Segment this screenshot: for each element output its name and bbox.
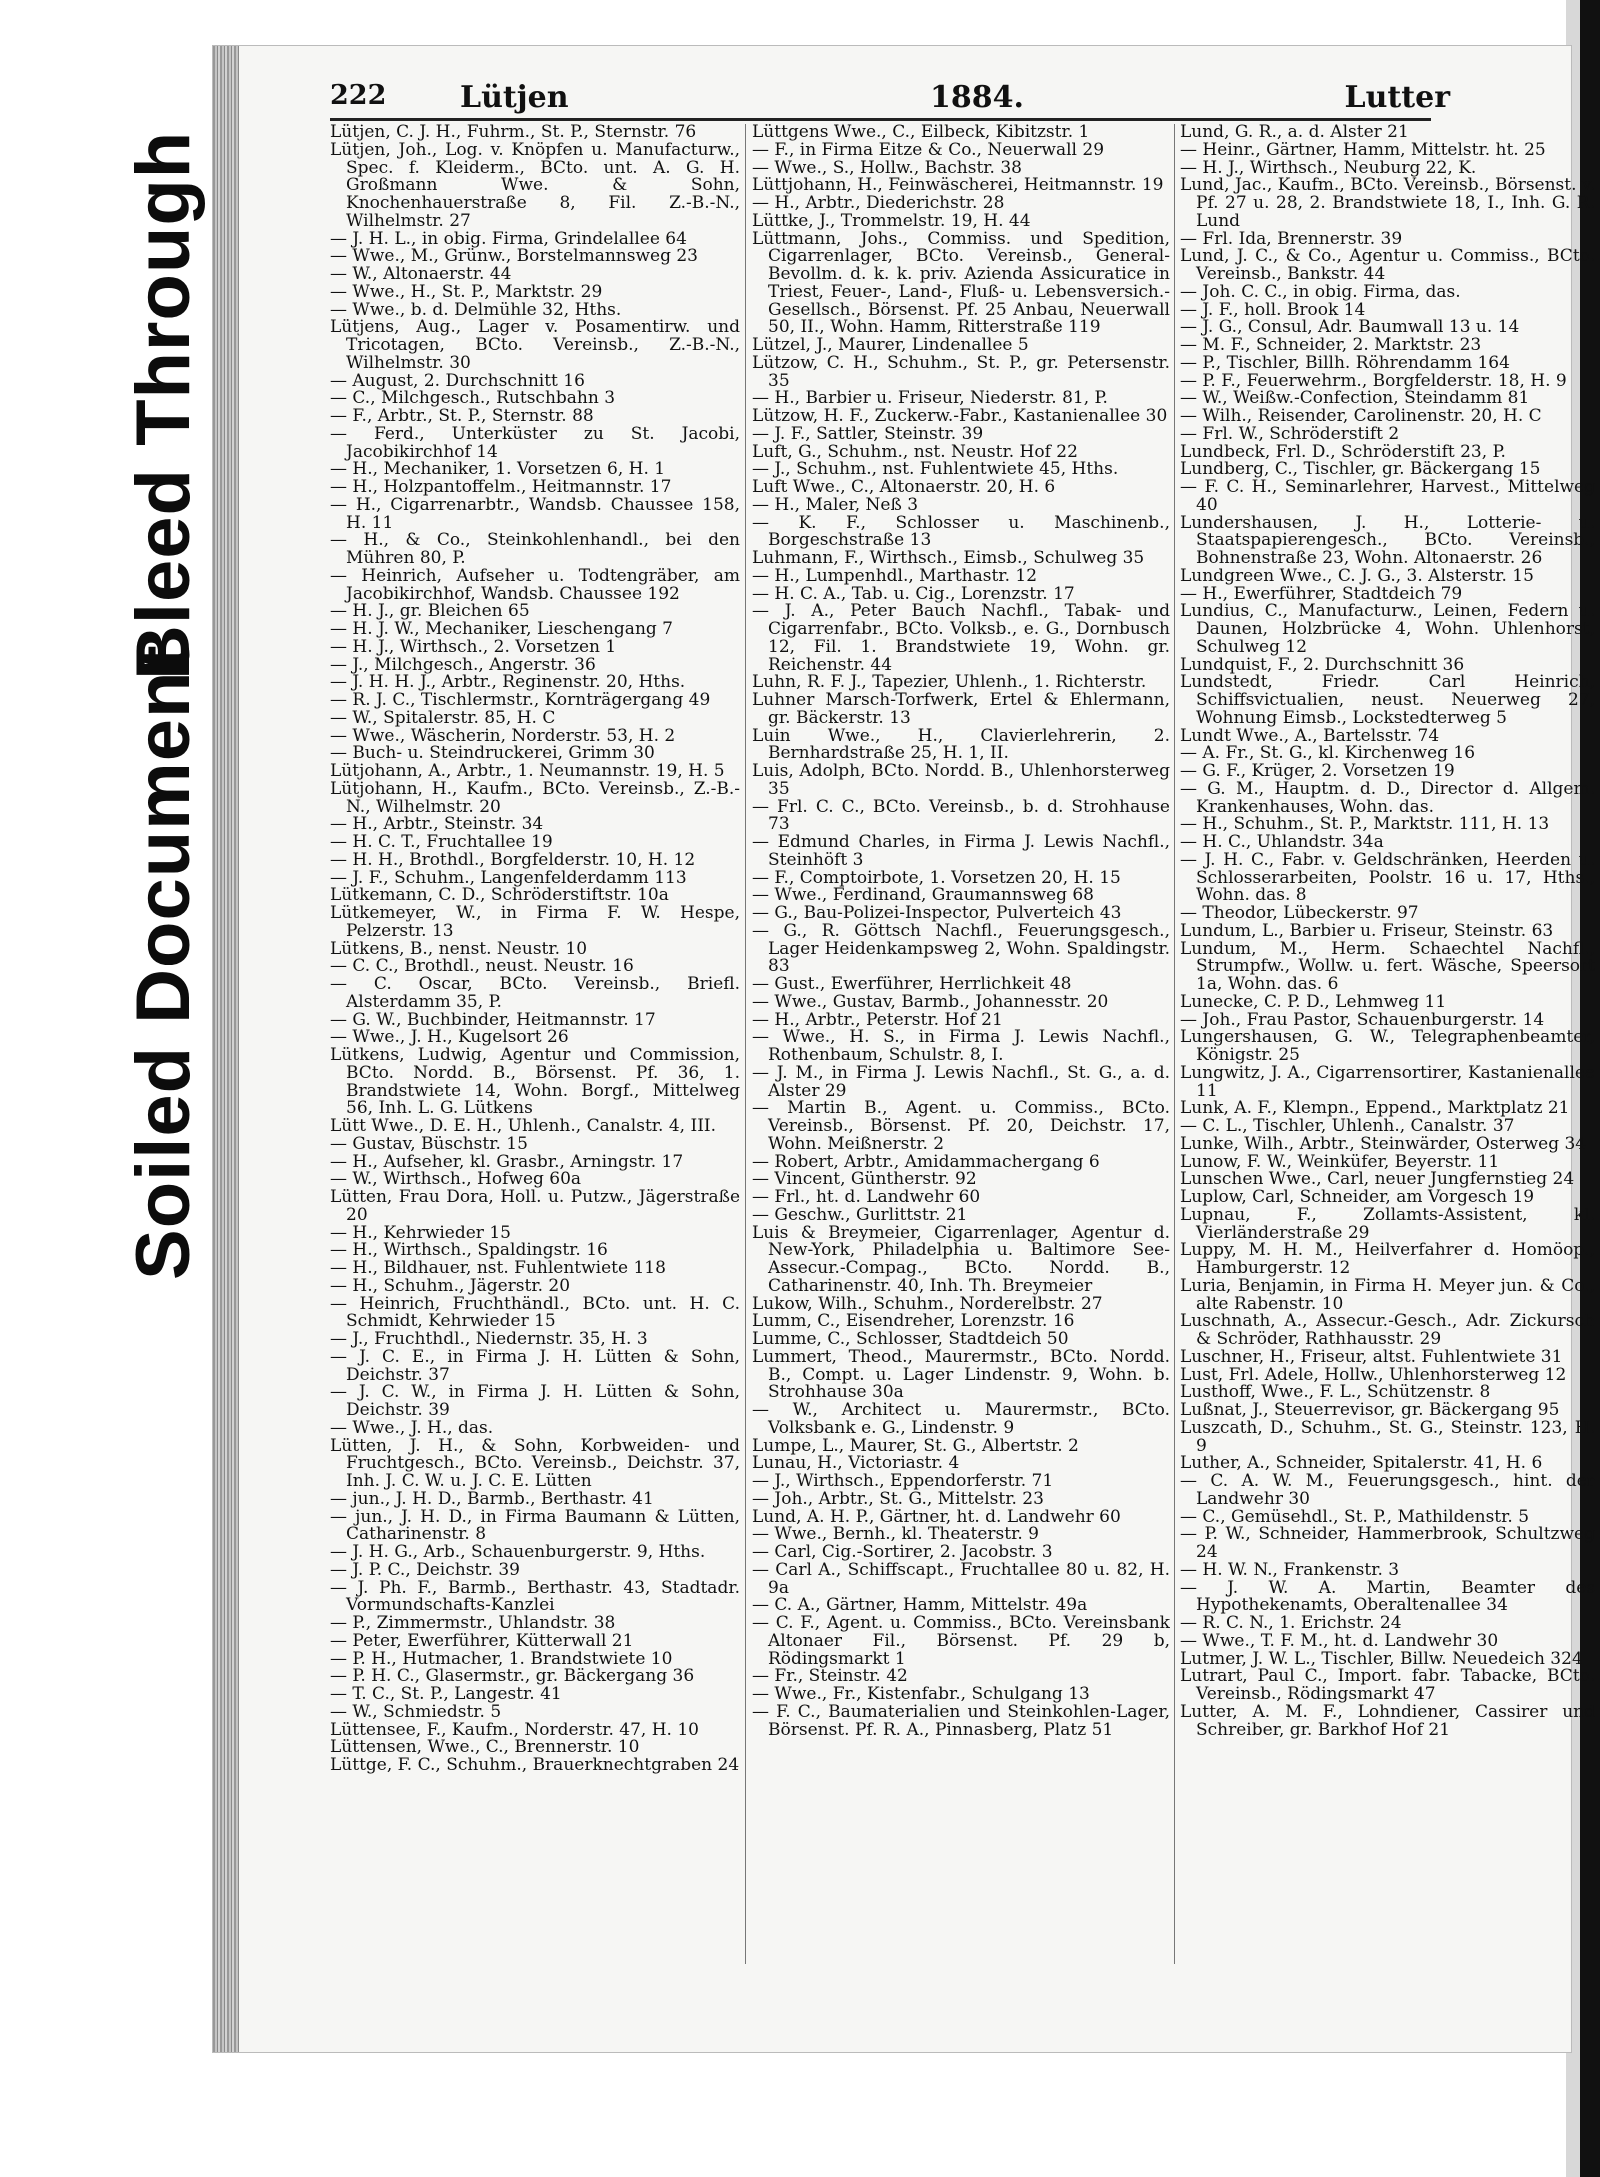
directory-entry: Luria, Benjamin, in Firma H. Meyer jun. & Co., alte Rabenstr. 10 [1180, 1275, 1595, 1314]
directory-entry: — F., Comptoirbote, 1. Vorsetzen 20, H. 15 [752, 867, 1121, 888]
directory-entry: — H., Bildhauer, nst. Fuhlentwiete 118 [330, 1258, 666, 1278]
directory-entry: Lust, Frl. Adele, Hollw., Uhlenhorsterweg 12 [1180, 1364, 1567, 1385]
directory-entry: — H., Arbtr., Diederichstr. 28 [752, 193, 1005, 213]
directory-entry: — C., Gemüsehdl., St. P., Mathildenstr. 5 [1180, 1506, 1530, 1527]
directory-entry: Lumme, C., Schlosser, Stadtdeich 50 [752, 1329, 1069, 1349]
directory-entry: Lütkens, Ludwig, Agentur und Commission, BCto. Nordd. B., Börsenst. Pf. 36, 1. Brandstwiete 14, Wohn. Borgf., Mittelweg 56, Inh. L. G. Lütkens [330, 1045, 740, 1119]
directory-entry: — Geschw., Gurlittstr. 21 [752, 1204, 968, 1225]
directory-entry: — H., Wirthsch., Spaldingstr. 16 [330, 1240, 608, 1261]
directory-entry: — H. C. A., Tab. u. Cig., Lorenzstr. 17 [752, 583, 1075, 604]
directory-entry: — Wwe., Bernh., kl. Theaterstr. 9 [752, 1524, 1039, 1545]
directory-entry: Lunke, Wilh., Arbtr., Steinwärder, Osterweg 34 [1180, 1133, 1587, 1154]
directory-entry: Lußnat, J., Steuerrevisor, gr. Bäckergang 95 [1180, 1400, 1560, 1420]
directory-entry: — C. C., Brothdl., neust. Neustr. 16 [330, 956, 634, 977]
directory-entry: Lütkemeyer, W., in Firma F. W. Hespe, Pelzerstr. 13 [330, 903, 740, 941]
directory-entry: Lundbeck, Frl. D., Schröderstift 23, P. [1180, 441, 1506, 462]
directory-entry: — J. H. G., Arb., Schauenburgerstr. 9, Hths. [330, 1542, 706, 1562]
directory-entry: Lund, J. C., & Co., Agentur u. Commiss., BCto. Vereinsb., Bankstr. 44 [1180, 246, 1595, 284]
directory-entry: Lundquist, F., 2. Durchschnitt 36 [1180, 654, 1465, 675]
directory-entry: — W., Wirthsch., Hofweg 60a [330, 1169, 582, 1190]
column-3 [1180, 124, 1595, 1964]
directory-entry: — K. F., Schlosser u. Maschinenb., Borgeschstraße 13 [752, 512, 1170, 551]
page-header [330, 80, 1450, 120]
directory-entry: Lungwitz, J. A., Cigarrensortirer, Kastanienallee 11 [1180, 1062, 1595, 1101]
directory-entry: — H. W. N., Frankenstr. 3 [1180, 1559, 1400, 1580]
directory-entry: — H., & Co., Steinkohlenhandl., bei den Mühren 80, P. [330, 530, 740, 568]
directory-entry: Lützow, C. H., Schuhm., St. P., gr. Petersenstr. 35 [752, 352, 1170, 391]
directory-entry: — Wwe., J. H., Kugelsort 26 [330, 1027, 569, 1048]
directory-entry: Lütkemann, C. D., Schröderstiftstr. 10a [330, 885, 669, 906]
directory-entry: — Heinr., Gärtner, Hamm, Mittelstr. ht. 25 [1180, 139, 1546, 160]
directory-entry: — M. F., Schneider, 2. Marktstr. 23 [1180, 335, 1482, 355]
directory-entry: — Wwe., Fr., Kistenfabr., Schulgang 13 [752, 1684, 1090, 1704]
directory-entry: Lundt Wwe., A., Bartelsstr. 74 [1180, 725, 1440, 746]
directory-entry: — Wilh., Reisender, Carolinenstr. 20, H. C [1180, 406, 1542, 426]
directory-entry: — Vincent, Güntherstr. 92 [752, 1169, 977, 1190]
directory-entry: — G., Bau-Polizei-Inspector, Pulverteich 43 [752, 903, 1122, 923]
directory-entry: — J. A., Peter Bauch Nachfl., Tabak- und Cigarrenfabr., BCto. Volksb., e. G., Dornbusch 12, Fil. 1. Brandstwiete 19, Wohn. gr. Reichenstr. 44 [752, 601, 1170, 675]
directory-entry: Lüttensee, F., Kaufm., Norderstr. 47, H. 10 [330, 1719, 699, 1740]
directory-entry: — J. G., Consul, Adr. Baumwall 13 u. 14 [1180, 317, 1520, 338]
directory-entry: — Frl. Ida, Brennerstr. 39 [1180, 228, 1403, 249]
directory-entry: Luhn, R. F. J., Tapezier, Uhlenh., 1. Richterstr. [752, 672, 1147, 693]
directory-entry: Lundstedt, Friedr. Carl Heinrich, Schiffsvictualien, neust. Neuerweg 27, Wohnung Eimsb., Lockstedterweg 5 [1180, 672, 1595, 728]
directory-entry: — J. H. H. J., Arbtr., Reginenstr. 20, Hths. [330, 672, 686, 693]
directory-entry: — G. M., Hauptm. d. D., Director d. Allgem. Krankenhauses, Wohn. das. [1180, 778, 1595, 817]
directory-entry: — Ferd., Unterküster zu St. Jacobi, Jacobikirchhof 14 [330, 423, 740, 462]
column-1 [330, 124, 740, 1964]
directory-entry: Lutrart, Paul C., Import. fabr. Tabacke, BCto. Vereinsb., Rödingsmarkt 47 [1180, 1666, 1595, 1704]
directory-entry: — H., Holzpantoffelm., Heitmannstr. 17 [330, 477, 672, 497]
directory-entry: — P. W., Schneider, Hammerbrook, Schultzweg 24 [1180, 1524, 1595, 1562]
directory-entry: — jun., J. H. D., in Firma Baumann & Lütten, Catharinenstr. 8 [330, 1506, 740, 1545]
directory-entry: Lungershausen, G. W., Telegraphenbeamter, Königstr. 25 [1180, 1027, 1595, 1065]
directory-entry: — Wwe., H. S., in Firma J. Lewis Nachfl., Rothenbaum, Schulstr. 8, I. [752, 1027, 1170, 1065]
directory-entry: — A. Fr., St. G., kl. Kirchenweg 16 [1180, 743, 1476, 764]
directory-entry: — Gust., Ewerführer, Herrlichkeit 48 [752, 974, 1072, 994]
column-2 [752, 124, 1170, 1964]
directory-entry: Lumpe, L., Maurer, St. G., Albertstr. 2 [752, 1435, 1079, 1456]
directory-entry: Luft, G., Schuhm., nst. Neustr. Hof 22 [752, 441, 1078, 462]
directory-entry: — F. C., Baumaterialien und Steinkohlen-Lager, Börsenst. Pf. R. A., Pinnasberg, Platz 51 [752, 1701, 1170, 1740]
directory-entry: Lützow, H. F., Zuckerw.-Fabr., Kastanienallee 30 [752, 406, 1168, 426]
directory-entry: Lundershausen, J. H., Lotterie- u. Staatspapierengesch., BCto. Vereinsb., Bohnenstraße 23, Wohn. Altonaerstr. 26 [1180, 512, 1595, 568]
directory-entry: — H., Ewerführer, Stadtdeich 79 [1180, 583, 1463, 604]
right-running-head: Lutter [1344, 80, 1450, 115]
directory-entry: Luther, A., Schneider, Spitalerstr. 41, H. 6 [1180, 1453, 1543, 1474]
directory-entry: Luschner, H., Friseur, altst. Fuhlentwiete 31 [1180, 1346, 1563, 1367]
directory-entry: — Wwe., M., Grünw., Borstelmannsweg 23 [330, 246, 698, 267]
directory-entry: — Wwe., H., St. P., Marktstr. 29 [330, 281, 603, 302]
directory-entry: — H., Lumpenhdl., Marthastr. 12 [752, 565, 1038, 586]
directory-entry: Lund, A. H. P., Gärtner, ht. d. Landwehr 60 [752, 1506, 1121, 1527]
directory-entry: — Joh. C. C., in obig. Firma, das. [1180, 281, 1461, 302]
directory-entry: Lund, G. R., a. d. Alster 21 [1180, 124, 1409, 142]
directory-entry: — W., Altonaerstr. 44 [330, 264, 512, 284]
directory-entry: — J., Milchgesch., Angerstr. 36 [330, 654, 596, 675]
directory-entry: — Joh., Arbtr., St. G., Mittelstr. 23 [752, 1488, 1044, 1509]
directory-entry: Lütt Wwe., D. E. H., Uhlenh., Canalstr. 4, III. [330, 1116, 717, 1136]
directory-entry: — R. J. C., Tischlermstr., Kornträgergang 49 [330, 690, 711, 710]
directory-entry: Lütjohann, A., Arbtr., 1. Neumannstr. 19, H. 5 [330, 761, 725, 781]
directory-entry: — Martin B., Agent. u. Commiss., BCto. Vereinsb., Börsenst. Pf. 20, Deichstr. 17, Wohn. Meißnerstr. 2 [752, 1098, 1170, 1154]
directory-entry: Lütjen, C. J. H., Fuhrm., St. P., Sternstr. 76 [330, 124, 697, 142]
directory-entry: — J. M., in Firma J. Lewis Nachfl., St. G., a. d. Alster 29 [752, 1062, 1170, 1101]
directory-entry: Lundberg, C., Tischler, gr. Bäckergang 15 [1180, 459, 1541, 480]
directory-entry: — H. J. W., Mechaniker, Lieschengang 7 [330, 619, 673, 639]
directory-entry: — Wwe., Gustav, Barmb., Johannesstr. 20 [752, 991, 1109, 1012]
directory-entry: — G. W., Buchbinder, Heitmannstr. 17 [330, 1009, 656, 1030]
directory-entry: Lüttjohann, H., Feinwäscherei, Heitmannstr. 19 [752, 175, 1164, 196]
directory-entry: — Wwe., Wäscherin, Norderstr. 53, H. 2 [330, 725, 676, 746]
directory-entry: Lundgreen Wwe., C. J. G., 3. Alsterstr. 15 [1180, 565, 1534, 586]
directory-entry: — J., Wirthsch., Eppendorferstr. 71 [752, 1471, 1054, 1491]
directory-entry: — Gustav, Büschstr. 15 [330, 1133, 528, 1154]
directory-entry: Lummert, Theod., Maurermstr., BCto. Nordd. B., Compt. u. Lager Lindenstr. 9, Wohn. b. Strohhause 30a [752, 1346, 1170, 1403]
directory-entry: Lusthoff, Wwe., F. L., Schützenstr. 8 [1180, 1382, 1491, 1403]
directory-entry: — G. F., Krüger, 2. Vorsetzen 19 [1180, 761, 1455, 781]
directory-entry: — Wwe., Ferdinand, Graumannsweg 68 [752, 885, 1094, 906]
directory-entry: — Heinrich, Aufseher u. Todtengräber, am Jacobikirchhof, Wandsb. Chaussee 192 [330, 565, 740, 604]
directory-entry: — Wwe., T. F. M., ht. d. Landwehr 30 [1180, 1630, 1499, 1651]
directory-entry: — J. P. C., Deichstr. 39 [330, 1559, 520, 1580]
directory-entry: — T. C., St. P., Langestr. 41 [330, 1684, 562, 1704]
directory-entry: — F., in Firma Eitze & Co., Neuerwall 29 [752, 139, 1105, 160]
directory-entry: — W., Schmiedstr. 5 [330, 1701, 502, 1722]
directory-entry: — H., Maler, Neß 3 [752, 494, 919, 515]
directory-entry: — August, 2. Durchschnitt 16 [330, 370, 585, 391]
directory-entry: — Wwe., J. H., das. [330, 1417, 494, 1438]
directory-entry: — C. L., Tischler, Uhlenh., Canalstr. 37 [1180, 1116, 1515, 1136]
directory-entry: — P. F., Feuerwehrm., Borgfelderstr. 18, H. 9 [1180, 370, 1567, 391]
directory-entry: Lüttensen, Wwe., C., Brennerstr. 10 [330, 1737, 640, 1758]
directory-entry: Luis & Breymeier, Cigarrenlager, Agentur d. New-York, Philadelphia u. Baltimore See-Assecur.-Compag., BCto. Nordd. B., Catharinenstr. 40, Inh. Th. Breymeier [752, 1222, 1170, 1296]
directory-entry: Lupnau, F., Zollamts-Assistent, kl. Vierländerstraße 29 [1180, 1204, 1595, 1243]
directory-entry: — H. J., gr. Bleichen 65 [330, 601, 530, 622]
directory-entry: Luppy, M. H. M., Heilverfahrer d. Homöop., Hamburgerstr. 12 [1180, 1240, 1595, 1278]
directory-entry: — Buch- u. Steindruckerei, Grimm 30 [330, 743, 655, 764]
directory-entry: — Peter, Ewerführer, Kütterwall 21 [330, 1630, 634, 1651]
directory-entry: — Wwe., S., Hollw., Bachstr. 38 [752, 157, 1022, 178]
directory-entry: — J. C. E., in Firma J. H. Lütten & Sohn, Deichstr. 37 [330, 1346, 740, 1385]
directory-entry: — Frl. W., Schröderstift 2 [1180, 423, 1400, 444]
directory-entry: Lunschen Wwe., Carl, neuer Jungfernstieg 24 [1180, 1169, 1575, 1190]
directory-entry: — P. H., Hutmacher, 1. Brandstwiete 10 [330, 1648, 673, 1669]
directory-entry: Lunow, F. W., Weinküfer, Beyerstr. 11 [1180, 1151, 1500, 1172]
directory-entry: Luschnath, A., Assecur.-Gesch., Adr. Zickursch & Schröder, Rathhausstr. 29 [1180, 1311, 1595, 1349]
directory-entry: — H. J., Wirthsch., 2. Vorsetzen 1 [330, 636, 617, 657]
directory-entry: Lüttke, J., Trommelstr. 19, H. 44 [752, 210, 1031, 231]
directory-entry: — W., Weißw.-Confection, Steindamm 81 [1180, 388, 1530, 409]
directory-entry: Lütten, Frau Dora, Holl. u. Putzw., Jägerstraße 20 [330, 1187, 740, 1225]
directory-entry: — H. C. T., Fruchtallee 19 [330, 832, 553, 852]
directory-entry: — J. H. C., Fabr. v. Geldschränken, Heerden u. Schlosserarbeiten, Poolstr. 16 u. 17, Hths., Wohn. das. 8 [1180, 849, 1595, 906]
directory-entry: — G., R. Göttsch Nachfl., Feuerungsgesch., Lager Heidenkampsweg 2, Wohn. Spaldingstr. 83 [752, 920, 1170, 977]
directory-entry: — J. F., Sattler, Steinstr. 39 [752, 423, 984, 444]
directory-entry: Lunau, H., Victoriastr. 4 [752, 1453, 960, 1474]
page-binding-edge [213, 46, 239, 2052]
directory-entry: — Joh., Frau Pastor, Schauenburgerstr. 14 [1180, 1009, 1545, 1030]
directory-entry: — H., Schuhm., Jägerstr. 20 [330, 1275, 571, 1296]
directory-entry: — Edmund Charles, in Firma J. Lewis Nachfl., Steinhöft 3 [752, 832, 1170, 870]
directory-entry: — C. A., Gärtner, Hamm, Mittelstr. 49a [752, 1595, 1088, 1616]
directory-entry: — H., Arbtr., Peterstr. Hof 21 [752, 1009, 1003, 1030]
directory-entry: Lunecke, C. P. D., Lehmweg 11 [1180, 991, 1447, 1012]
directory-entry: — H., Arbtr., Steinstr. 34 [330, 814, 544, 835]
directory-entry: Luis, Adolph, BCto. Nordd. B., Uhlenhorsterweg 35 [752, 761, 1170, 799]
directory-entry: — Fr., Steinstr. 42 [752, 1666, 908, 1687]
directory-entry: Lütjohann, H., Kaufm., BCto. Vereinsb., Z.-B.-N., Wilhelmstr. 20 [330, 778, 740, 817]
directory-entry: — P., Zimmermstr., Uhlandstr. 38 [330, 1613, 616, 1633]
directory-entry: — P. H. C., Glasermstr., gr. Bäckergang 36 [330, 1666, 695, 1687]
directory-entry: Lütkens, B., nenst. Neustr. 10 [330, 938, 588, 959]
directory-entry: — Robert, Arbtr., Amidammachergang 6 [752, 1151, 1100, 1172]
directory-entry: Lund, Jac., Kaufm., BCto. Vereinsb., Börsenst. v. Pf. 27 u. 28, 2. Brandstwiete 18, I., Inh. G. R. Lund [1180, 175, 1595, 231]
directory-entry: — Frl., ht. d. Landwehr 60 [752, 1187, 981, 1207]
directory-entry: Luin Wwe., H., Clavierlehrerin, 2. Bernhardstraße 25, H. 1, II. [752, 725, 1170, 764]
directory-entry: — Carl A., Schiffscapt., Fruchtallee 80 u. 82, H. 9a [752, 1559, 1170, 1598]
column-divider [1174, 124, 1175, 1964]
directory-entry: — W., Spitalerstr. 85, H. C [330, 707, 556, 728]
directory-entry: — Frl. C. C., BCto. Vereinsb., b. d. Strohhause 73 [752, 796, 1170, 835]
directory-entry: — J. H. L., in obig. Firma, Grindelallee 64 [330, 228, 687, 249]
directory-entry: — Wwe., b. d. Delmühle 32, Hths. [330, 299, 622, 320]
directory-entry: — C., Milchgesch., Rutschbahn 3 [330, 388, 616, 409]
directory-entry: Lüttge, F. C., Schuhm., Brauerknechtgraben 24 [330, 1755, 740, 1775]
directory-entry: — H. H., Brothdl., Borgfelderstr. 10, H. 12 [330, 849, 696, 870]
directory-entry: Lutter, A. M. F., Lohndiener, Cassirer und Schreiber, gr. Barkhof Hof 21 [1180, 1701, 1595, 1740]
directory-entry: — R. C. N., 1. Erichstr. 24 [1180, 1613, 1402, 1633]
directory-entry: — H., Schuhm., St. P., Marktstr. 111, H. 13 [1180, 814, 1550, 835]
directory-entry: Lukow, Wilh., Schuhm., Norderelbstr. 27 [752, 1293, 1103, 1314]
directory-entry: — J. C. W., in Firma J. H. Lütten & Sohn, Deichstr. 39 [330, 1382, 740, 1420]
directory-entry: — J. W. A. Martin, Beamter des Hypothekenamts, Oberaltenallee 34 [1180, 1577, 1595, 1616]
directory-entry: — W., Architect u. Maurermstr., BCto. Volksbank e. G., Lindenstr. 9 [752, 1400, 1170, 1438]
directory-entry: Lütjen, Joh., Log. v. Knöpfen u. Manufacturw., Spec. f. Kleiderm., BCto. unt. A. G. H. Großmann Wwe. & Sohn, Knochenhauerstraße 8, Fil. Z.-B.-N., Wilhelmstr. 27 [330, 139, 740, 231]
directory-entry: Lütjens, Aug., Lager v. Posamentirw. und Tricotagen, BCto. Vereinsb., Z.-B.-N., Wilhelmstr. 30 [330, 317, 740, 373]
directory-entry: Lüttmann, Johs., Commiss. und Spedition, Cigarrenlager, BCto. Vereinsb., General-Bevollm. d. k. k. priv. Azienda Assicuratice in Triest, Feuer-, Land-, Fluß- u. Lebensversich.-Gesellsch., Börsenst. Pf. 25 Anbau, Neuerwall 50, II., Wohn. Hamm, Ritterstraße 119 [752, 228, 1170, 338]
directory-entry: — Carl, Cig.-Sortirer, 2. Jacobstr. 3 [752, 1542, 1053, 1562]
column-divider [745, 124, 746, 1964]
directory-entry: Luhmann, F., Wirthsch., Eimsb., Schulweg 35 [752, 548, 1145, 568]
directory-entry: Lundum, M., Herm. Schaechtel Nachfl., Strumpfw., Wollw. u. fert. Wäsche, Speersort 1a, Wohn. das. 6 [1180, 938, 1595, 994]
directory-entry: — J. F., Schuhm., Langenfelderdamm 113 [330, 867, 687, 888]
directory-entry: — J. F., holl. Brook 14 [1180, 299, 1366, 320]
directory-entry: — H., Kehrwieder 15 [330, 1222, 511, 1243]
directory-entry: — H. C., Uhlandstr. 34a [1180, 832, 1384, 852]
directory-entry: — C. F., Agent. u. Commiss., BCto. Vereinsbank Altonaer Fil., Börsenst. Pf. 29 b, Rödingsmarkt 1 [752, 1613, 1170, 1669]
directory-entry: Luszcath, D., Schuhm., St. G., Steinstr. 123, H. 9 [1180, 1417, 1595, 1456]
directory-entry: — H. J., Wirthsch., Neuburg 22, K. [1180, 157, 1477, 178]
directory-entry: Lützel, J., Maurer, Lindenallee 5 [752, 335, 1029, 355]
directory-entry: — P., Tischler, Billh. Röhrendamm 164 [1180, 352, 1510, 373]
directory-entry: Luplow, Carl, Schneider, am Vorgesch 19 [1180, 1187, 1535, 1207]
directory-entry: — H., Aufseher, kl. Grasbr., Arningstr. 17 [330, 1151, 684, 1172]
directory-entry: Lumm, C., Eisendreher, Lorenzstr. 16 [752, 1311, 1075, 1332]
year-heading: 1884. [930, 80, 1024, 115]
directory-entry: Lütten, J. H., & Sohn, Korbweiden- und Fruchtgesch., BCto. Vereinsb., Deichstr. 37, Inh. J. C. W. u. J. C. E. Lütten [330, 1435, 740, 1491]
directory-entry: Lundius, C., Manufacturw., Leinen, Federn u. Daunen, Holzbrücke 4, Wohn. Uhlenhorst, Schulweg 12 [1180, 601, 1595, 657]
directory-entry: — C. A. W. M., Feuerungsgesch., hint. der Landwehr 30 [1180, 1471, 1595, 1509]
directory-entry: — F. C. H., Seminarlehrer, Harvest., Mittelweg 40 [1180, 477, 1595, 515]
directory-entry: — H., Cigarrenarbtr., Wandsb. Chaussee 158, H. 11 [330, 494, 740, 533]
left-running-head: Lütjen [460, 80, 569, 115]
directory-entry: — J. Ph. F., Barmb., Berthastr. 43, Stadtadr. Vormundschafts-Kanzlei [330, 1577, 740, 1616]
directory-entry: Lüttgens Wwe., C., Eilbeck, Kibitzstr. 1 [752, 124, 1090, 142]
directory-entry: — jun., J. H. D., Barmb., Berthastr. 41 [330, 1488, 654, 1509]
directory-entry: — Theodor, Lübeckerstr. 97 [1180, 903, 1419, 923]
directory-entry: Lundum, L., Barbier u. Friseur, Steinstr. 63 [1180, 920, 1554, 941]
directory-entry: — H., Mechaniker, 1. Vorsetzen 6, H. 1 [330, 459, 666, 480]
directory-entry: — F., Arbtr., St. P., Sternstr. 88 [330, 406, 594, 426]
directory-entry: — J., Schuhm., nst. Fuhlentwiete 45, Hths. [752, 459, 1119, 480]
directory-entry: — C. Oscar, BCto. Vereinsb., Briefl. Alsterdamm 35, P. [330, 974, 740, 1012]
directory-entry: — J., Fruchthdl., Niedernstr. 35, H. 3 [330, 1329, 648, 1349]
directory-entry: — H., Barbier u. Friseur, Niederstr. 81, P. [752, 388, 1108, 409]
directory-entry: Luhner Marsch-Torfwerk, Ertel & Ehlermann, gr. Bäckerstr. 13 [752, 690, 1170, 728]
directory-entry: Luft Wwe., C., Altonaerstr. 20, H. 6 [752, 477, 1056, 497]
directory-entry: — Heinrich, Fruchthändl., BCto. unt. H. C. Schmidt, Kehrwieder 15 [330, 1293, 740, 1332]
directory-entry: Lutmer, J. W. L., Tischler, Billw. Neuedeich 324 [1180, 1648, 1583, 1669]
directory-entry: Lunk, A. F., Klempn., Eppend., Marktplatz 21 [1180, 1098, 1570, 1119]
page-number: 222 [330, 80, 387, 111]
header-rule [330, 118, 1431, 121]
